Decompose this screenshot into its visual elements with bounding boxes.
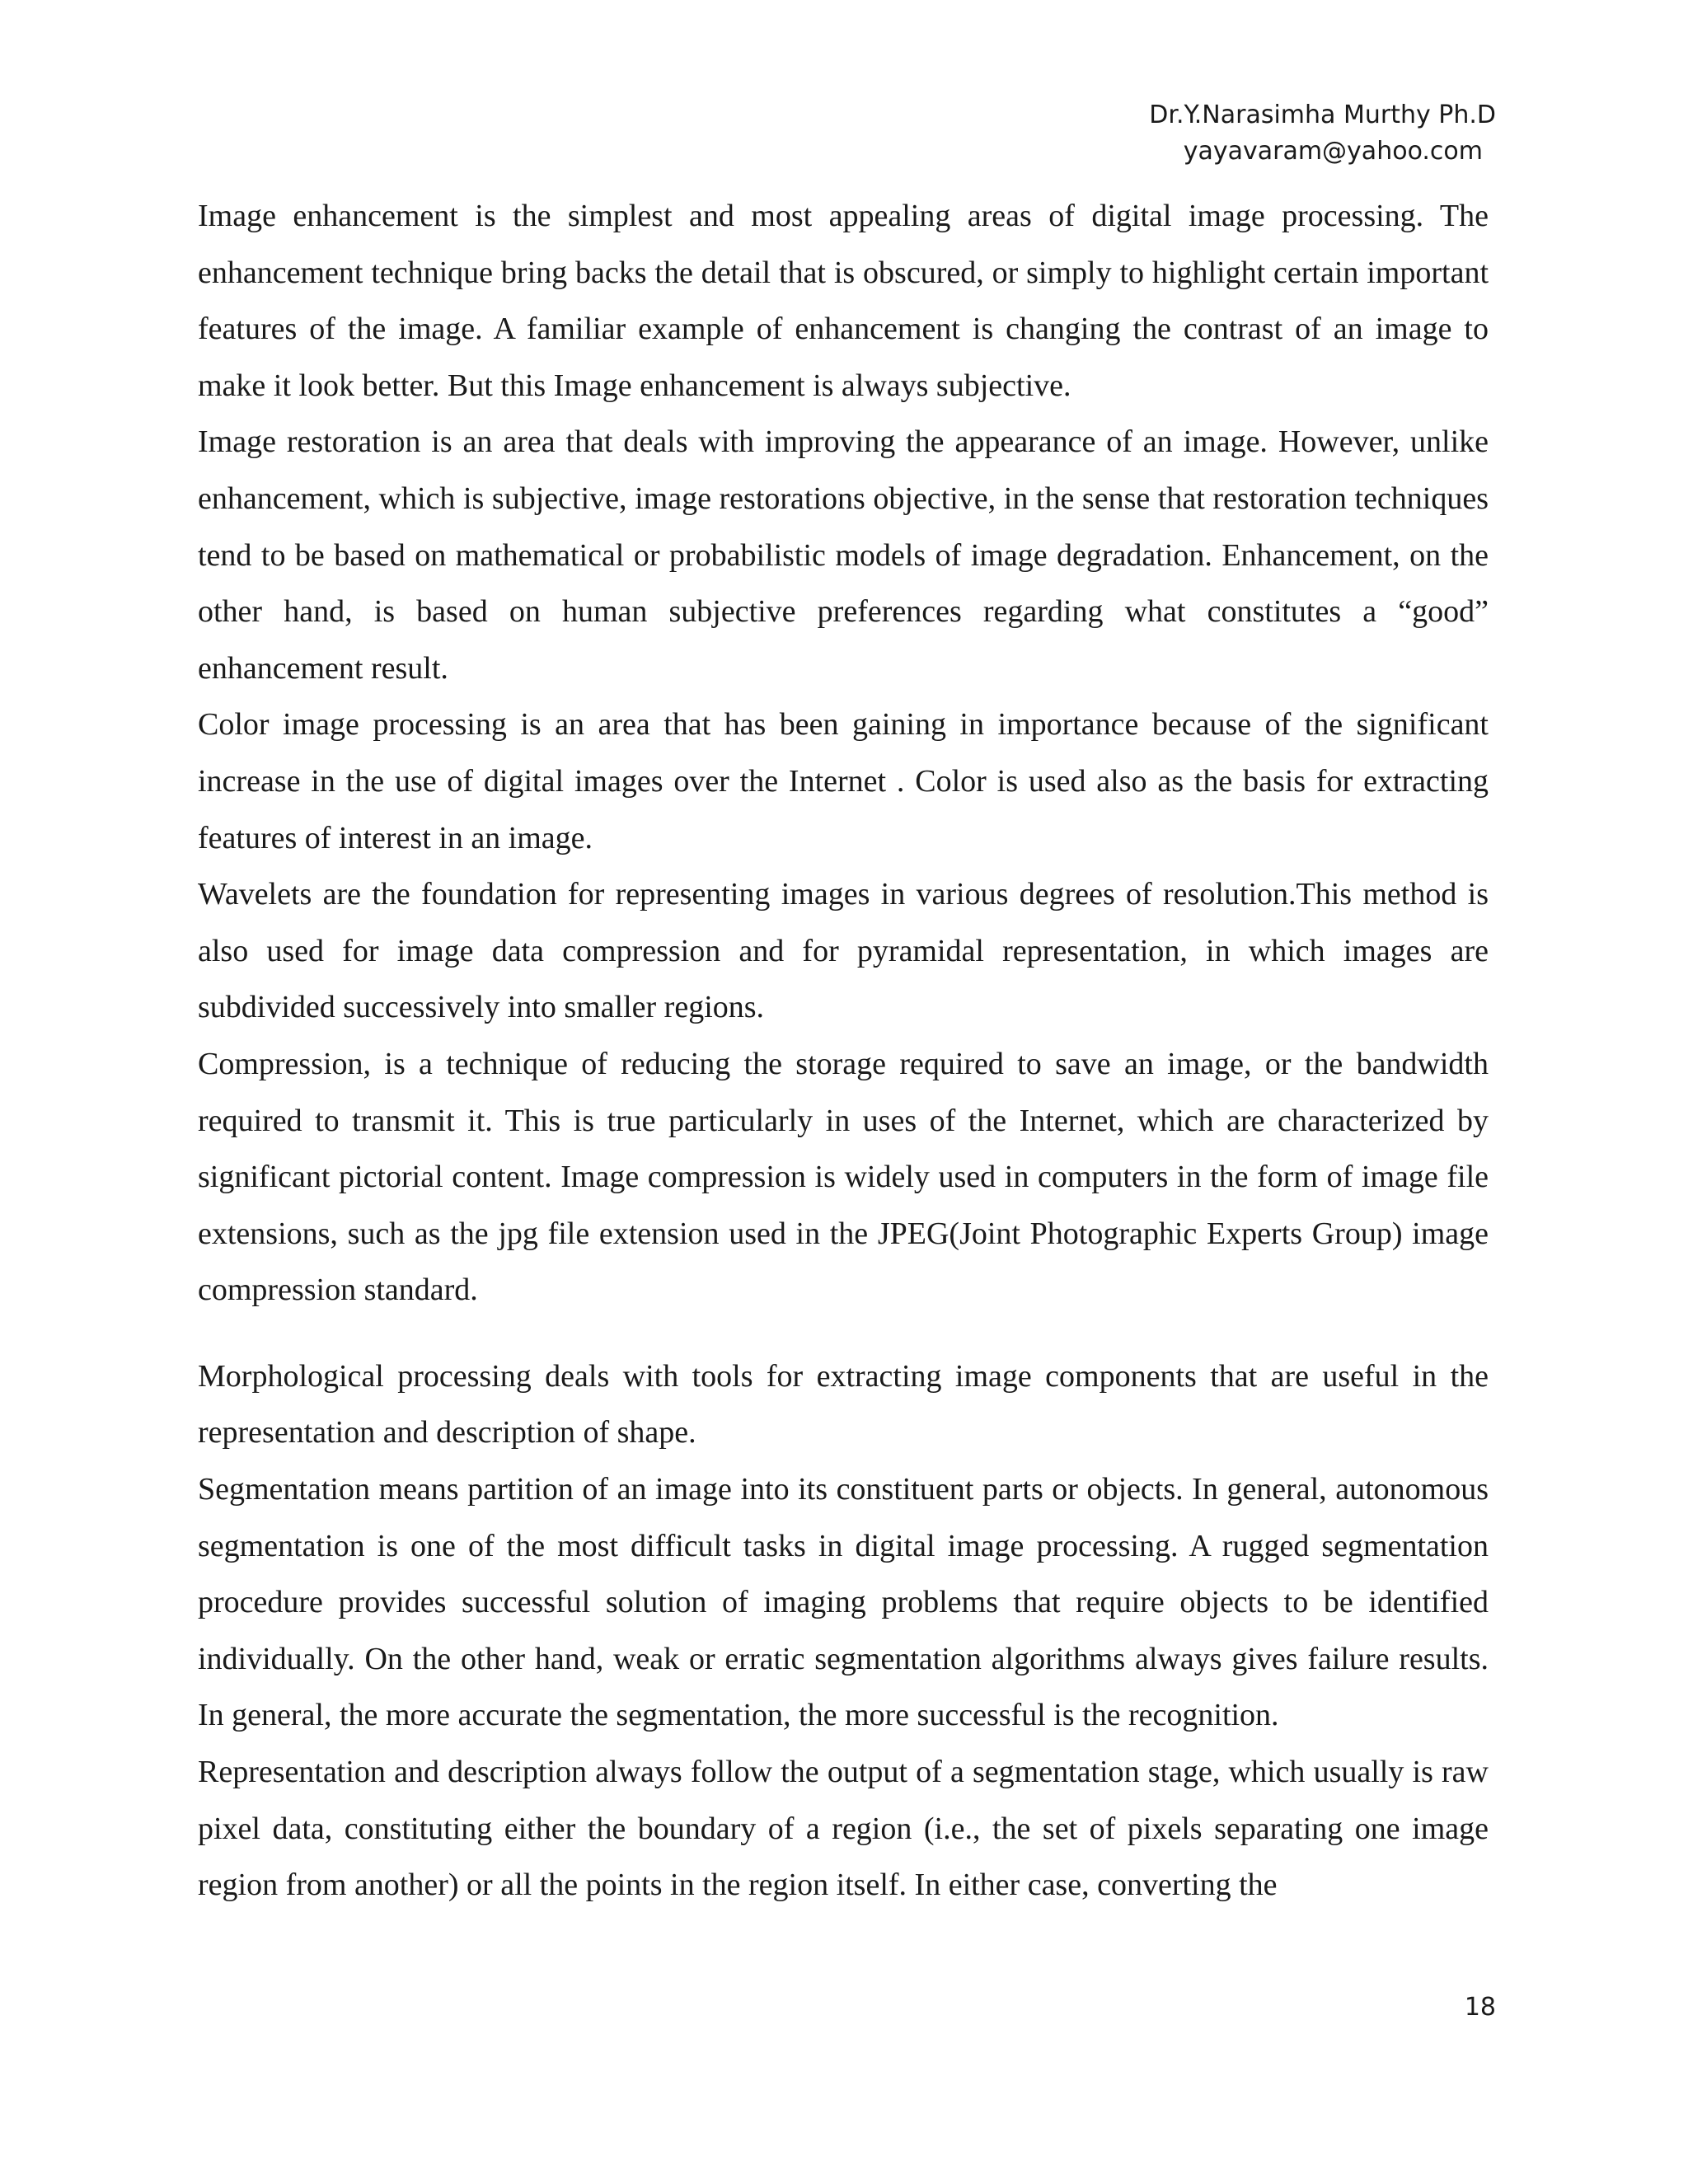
paragraph-compression: Compression, is a technique of reducing the storage required to save an image, or the bandwidth required to transmit it. This is true particularly in uses of the Internet, which are characterized by significant pictorial content. Image compression is widely used in computers in the form of image file extensions, such as the jpg file extension used in the JPEG(Joint Photographic Experts Group) image compression standard.	[198, 1046, 1489, 1308]
paragraph-segmentation: Segmentation means partition of an image into its constituent parts or objects. In general, autonomous segmentation is one of the most difficult tasks in digital image processing. A rugged segmentation procedure provides successful solution of imaging problems that require objects to be identified individually. On the other hand, weak or erratic segmentation algorithms always gives failure results. In general, the more accurate the segmentation, the more successful is the recognition.	[198, 1472, 1489, 1733]
paragraph-representation-description: Representation and description always follow the output of a segmentation stage, which usually is raw pixel data, constituting either the boundary of a region (i.e., the set of pixels separating one image region from another) or all the points in the region itself. In either case, converting the	[198, 1755, 1489, 1903]
author-name: Dr.Y.Narasimha Murthy Ph.D	[1149, 101, 1496, 129]
body-text	[198, 188, 1489, 1914]
paragraph-morphological-processing: Morphological processing deals with tools for extracting image components that are useful in the representation and description of shape.	[198, 1358, 1489, 1451]
paragraph-image-restoration: Image restoration is an area that deals with improving the appearance of an image. However, unlike enhancement, which is subjective, image restorations objective, in the sense that restoration techniques tend to be based on mathematical or probabilistic models of image degradation. Enhancement, on the other hand, is based on human subjective preferences regarding what constitutes a “good” enhancement result.	[198, 424, 1489, 686]
paragraph-wavelets: Wavelets are the foundation for representing images in various degrees of resolution.This method is also used for image data compression and for pyramidal representation, in which images are subdivided successively into smaller regions.	[198, 877, 1489, 1025]
page-number: 18	[1464, 1993, 1496, 2022]
page-header	[1149, 97, 1496, 170]
author-email: yayavaram@yahoo.com	[1183, 137, 1483, 166]
paragraph-color-image-processing: Color image processing is an area that has been gaining in importance because of the significant increase in the use of digital images over the Internet . Color is used also as the basis for extracting features of interest in an image.	[198, 707, 1489, 855]
paragraph-image-enhancement: Image enhancement is the simplest and most appealing areas of digital image processing. The enhancement technique bring backs the detail that is obscured, or simply to highlight certain important features of the image. A familiar example of enhancement is changing the contrast of an image to make it look better. But this Image enhancement is always subjective.	[198, 199, 1489, 403]
